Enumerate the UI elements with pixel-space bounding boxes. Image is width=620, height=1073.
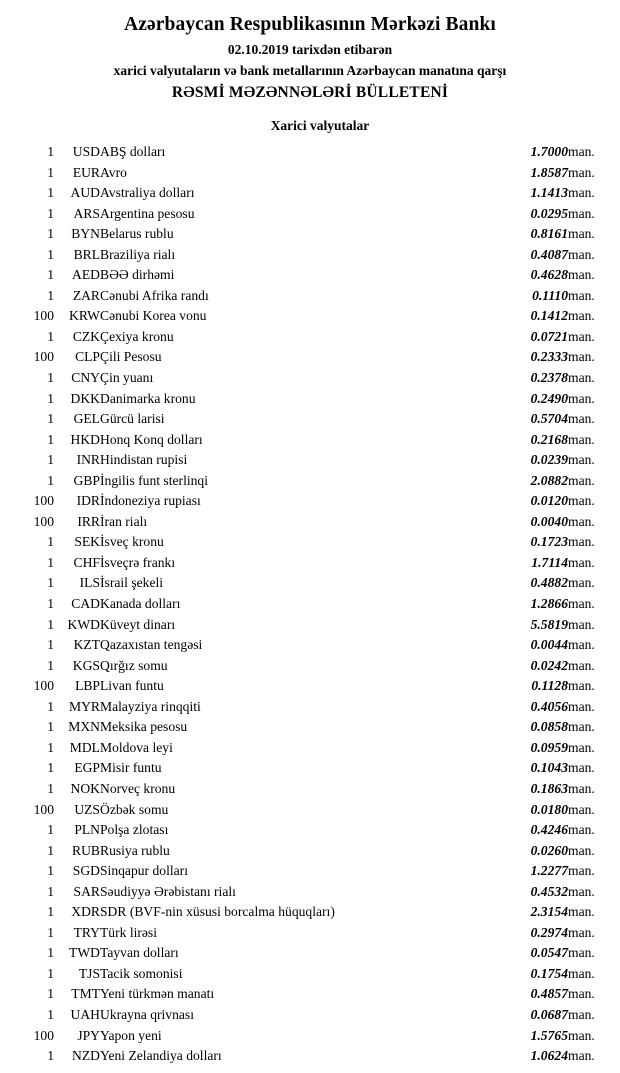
currency-unit: man. — [568, 780, 595, 796]
currency-code: USD — [72, 144, 100, 159]
currency-name: Yeni Zelandiya dolları — [100, 1048, 222, 1064]
currency-unit: man. — [568, 678, 595, 694]
currency-rate: 0.4882 — [530, 575, 568, 591]
currency-rate: 0.1412 — [530, 308, 568, 324]
table-row — [12, 800, 608, 821]
currency-name: Qırğız somu — [100, 657, 168, 673]
currency-name: Yapon yeni — [100, 1027, 162, 1043]
currency-unit: man. — [568, 596, 595, 612]
table-row — [12, 943, 608, 964]
currency-rate: 1.7114 — [531, 554, 568, 570]
currency-rate: 0.0687 — [530, 1006, 568, 1022]
currency-name: BƏƏ dirhəmi — [100, 267, 175, 283]
currency-unit: man. — [568, 616, 595, 632]
currency-quantity: 1 — [47, 637, 54, 653]
currency-name: Moldova leyi — [100, 739, 173, 755]
currency-quantity: 1 — [47, 924, 54, 940]
currency-unit: man. — [568, 452, 595, 468]
currency-rate: 0.4087 — [530, 246, 568, 262]
currency-code: CLP — [75, 349, 100, 365]
currency-quantity: 1 — [47, 205, 54, 221]
currency-code: TMT — [71, 986, 100, 1002]
currency-name: Cənubi Korea vonu — [100, 308, 207, 324]
currency-name: Tacik somonisi — [100, 965, 183, 981]
currency-name: Sinqapur dolları — [100, 863, 188, 879]
currency-code: NZD — [72, 1048, 100, 1064]
currency-code: TWD — [69, 945, 100, 961]
currency-rate: 0.0120 — [530, 493, 568, 509]
currency-name: Polşa zlotası — [100, 822, 169, 838]
currency-quantity: 1 — [47, 883, 54, 899]
currency-unit: man. — [568, 801, 595, 817]
currency-quantity: 100 — [33, 801, 54, 817]
currency-rate: 1.5765 — [530, 1027, 568, 1043]
currency-quantity: 1 — [47, 328, 54, 344]
currency-quantity: 1 — [47, 780, 54, 796]
currency-rate: 0.0721 — [530, 328, 568, 344]
currency-quantity: 1 — [47, 739, 54, 755]
currency-rate: 0.1043 — [530, 760, 568, 776]
currency-quantity: 1 — [47, 472, 54, 488]
table-row — [12, 964, 608, 985]
table-row — [12, 1046, 608, 1067]
currency-quantity: 1 — [47, 596, 54, 612]
document-header — [12, 14, 608, 102]
currency-name: ABŞ dolları — [100, 144, 166, 159]
currency-name: Özbək somu — [100, 801, 169, 817]
table-row — [12, 882, 608, 903]
currency-rate: 1.0624 — [530, 1048, 568, 1064]
currency-unit: man. — [568, 185, 595, 201]
currency-code: LBP — [75, 678, 100, 694]
currency-rate: 0.0858 — [530, 719, 568, 735]
currency-code: NOK — [70, 780, 100, 796]
currency-rate: 0.2378 — [530, 370, 568, 386]
currency-name: Yeni türkmən manatı — [100, 986, 215, 1002]
currency-rate: 0.2974 — [530, 924, 568, 940]
currency-name: Küveyt dinarı — [100, 616, 176, 632]
currency-code: MDL — [69, 739, 100, 755]
currency-quantity: 1 — [47, 370, 54, 386]
currency-code: IRR — [77, 513, 100, 529]
currency-code: CAD — [71, 596, 100, 612]
currency-code: GEL — [73, 411, 100, 427]
currency-code: ARS — [73, 205, 100, 221]
currency-name: SDR (BVF-nin xüsusi borcalma hüquqları) — [100, 904, 335, 920]
currency-name: Ukrayna qrivnası — [100, 1006, 194, 1022]
currency-rate: 0.0295 — [530, 205, 568, 221]
currency-rate: 0.0959 — [530, 739, 568, 755]
effective-date-line: 02.10.2019 tarixdən etibarən — [227, 42, 393, 57]
currency-rate: 0.1110 — [532, 287, 568, 303]
currency-unit: man. — [568, 287, 595, 303]
currency-code: CNY — [71, 370, 100, 386]
currency-name: İndoneziya rupiası — [100, 493, 201, 509]
currency-rate: 0.2333 — [530, 349, 568, 365]
currency-code: GBP — [73, 472, 100, 488]
currency-unit: man. — [568, 493, 595, 509]
currency-unit: man. — [568, 1027, 595, 1043]
currency-quantity: 1 — [47, 760, 54, 776]
currency-unit: man. — [568, 1048, 595, 1064]
table-row — [12, 841, 608, 862]
currency-unit: man. — [568, 965, 595, 981]
currency-code: KRW — [69, 308, 100, 324]
currency-unit: man. — [568, 308, 595, 324]
currency-name: Danimarka kronu — [100, 390, 196, 406]
currency-rate: 0.1723 — [530, 534, 568, 550]
currency-code: MYR — [69, 698, 100, 714]
currency-code: RUB — [72, 842, 100, 858]
currency-name: İsrail şekeli — [100, 575, 164, 591]
currency-unit: man. — [568, 575, 595, 591]
currency-quantity: 1 — [47, 411, 54, 427]
currency-code: HKD — [70, 431, 100, 447]
table-row — [12, 430, 608, 451]
currency-code: ZAR — [72, 287, 100, 303]
table-row — [12, 368, 608, 389]
table-row — [12, 347, 608, 368]
currency-name: İsveç kronu — [100, 534, 164, 550]
currency-code: TRY — [73, 924, 100, 940]
currency-quantity: 1 — [47, 226, 54, 242]
table-row — [12, 1005, 608, 1026]
currency-name: Malayziya rinqqiti — [100, 698, 201, 714]
table-row — [12, 409, 608, 430]
currency-name: İsveçrə frankı — [100, 554, 176, 570]
currency-code: INR — [76, 452, 100, 468]
currency-rate: 0.1754 — [530, 965, 568, 981]
currency-quantity: 1 — [47, 246, 54, 262]
currency-name: İngilis funt sterlinqi — [100, 472, 208, 488]
table-row — [12, 142, 608, 163]
currency-name: Meksika pesosu — [100, 719, 188, 735]
currency-quantity: 1 — [47, 267, 54, 283]
table-row — [12, 594, 608, 615]
table-row — [12, 635, 608, 656]
currency-quantity: 1 — [47, 1006, 54, 1022]
currency-rate: 0.0180 — [530, 801, 568, 817]
section-title: Xarici valyutalar — [270, 118, 370, 133]
table-row — [12, 738, 608, 759]
table-row — [12, 615, 608, 636]
currency-unit: man. — [568, 904, 595, 920]
table-row — [12, 779, 608, 800]
currency-code: BYN — [71, 226, 100, 242]
currency-rate: 0.0040 — [530, 513, 568, 529]
currency-unit: man. — [568, 883, 595, 899]
currency-rate: 0.4628 — [530, 267, 568, 283]
currency-quantity: 1 — [47, 822, 54, 838]
table-row — [12, 984, 608, 1005]
currency-unit: man. — [568, 534, 595, 550]
currency-quantity: 1 — [47, 945, 54, 961]
currency-quantity: 1 — [47, 965, 54, 981]
currency-unit: man. — [568, 945, 595, 961]
currency-rate: 0.0239 — [530, 452, 568, 468]
currency-rate: 0.1128 — [531, 678, 568, 694]
currency-unit: man. — [568, 637, 595, 653]
currency-name: Qazaxıstan tengəsi — [100, 637, 203, 653]
currency-rate: 2.0882 — [530, 472, 568, 488]
currency-quantity: 1 — [47, 863, 54, 879]
currency-name: Çin yuanı — [100, 370, 154, 386]
currency-rate: 0.0044 — [530, 637, 568, 653]
table-row — [12, 532, 608, 553]
currency-name: Kanada dolları — [100, 596, 181, 612]
currency-unit: man. — [568, 554, 595, 570]
table-row — [12, 389, 608, 410]
currency-quantity: 1 — [47, 698, 54, 714]
currency-name: Türk lirəsi — [100, 924, 158, 940]
currency-code: DKK — [70, 390, 100, 406]
currency-quantity: 1 — [47, 554, 54, 570]
currency-name: Gürcü larisi — [100, 411, 165, 427]
currency-quantity: 1 — [47, 904, 54, 920]
currency-unit: man. — [568, 924, 595, 940]
currency-rate: 0.0260 — [530, 842, 568, 858]
currency-code: XDR — [71, 904, 100, 920]
currency-rate: 0.4056 — [530, 698, 568, 714]
currency-rate: 1.2277 — [530, 863, 568, 879]
table-row — [12, 286, 608, 307]
table-row — [12, 224, 608, 245]
currency-quantity: 100 — [33, 493, 54, 509]
currency-quantity: 100 — [33, 308, 54, 324]
currency-rate: 2.3154 — [530, 904, 568, 920]
currency-name: İran rialı — [100, 513, 148, 529]
currency-rate: 0.1863 — [530, 780, 568, 796]
currency-name: Argentina pesosu — [100, 205, 195, 221]
currency-unit: man. — [568, 822, 595, 838]
currency-unit: man. — [568, 205, 595, 221]
currency-quantity: 100 — [33, 513, 54, 529]
currency-name: Avstraliya dolları — [100, 185, 195, 201]
bank-name: Azərbaycan Respublikasının Mərkəzi Bankı — [124, 14, 496, 35]
currency-quantity: 1 — [47, 390, 54, 406]
currency-code: AED — [72, 267, 100, 283]
currency-code: ILS — [79, 575, 100, 591]
currency-quantity: 1 — [47, 986, 54, 1002]
table-row — [12, 491, 608, 512]
currency-code: PLN — [74, 822, 100, 838]
currency-unit: man. — [568, 472, 595, 488]
currency-name: Cənubi Afrika randı — [100, 287, 209, 303]
currency-rate: 1.8587 — [530, 164, 568, 180]
table-row — [12, 471, 608, 492]
currency-code: IDR — [76, 493, 100, 509]
currency-name: Çexiya kronu — [100, 328, 174, 344]
currency-unit: man. — [568, 657, 595, 673]
currency-code: SEK — [74, 534, 100, 550]
currency-unit: man. — [568, 226, 595, 242]
currency-name: Səudiyyə Ərəbistanı rialı — [100, 883, 236, 899]
currency-name: Misir funtu — [100, 760, 162, 776]
currency-unit: man. — [568, 144, 595, 159]
currency-quantity: 1 — [47, 287, 54, 303]
currency-code: EGP — [74, 760, 100, 776]
currency-name: Hindistan rupisi — [100, 452, 188, 468]
currency-unit: man. — [568, 842, 595, 858]
currency-quantity: 100 — [33, 1027, 54, 1043]
currency-unit: man. — [568, 349, 595, 365]
currency-code: TJS — [78, 965, 100, 981]
currency-rate: 1.2866 — [530, 596, 568, 612]
currency-code: SAR — [73, 883, 100, 899]
currency-unit: man. — [568, 760, 595, 776]
currency-rate: 1.7000 — [530, 144, 568, 159]
table-row — [12, 245, 608, 266]
table-row — [12, 553, 608, 574]
currency-name: Çili Pesosu — [100, 349, 162, 365]
currency-code: KGS — [72, 657, 100, 673]
currency-rate: 0.5704 — [530, 411, 568, 427]
table-row — [12, 573, 608, 594]
exchange-rates-body — [12, 142, 608, 1067]
table-row — [12, 450, 608, 471]
currency-rate: 0.4857 — [530, 986, 568, 1002]
currency-unit: man. — [568, 164, 595, 180]
currency-quantity: 1 — [47, 164, 54, 180]
currency-quantity: 100 — [33, 678, 54, 694]
currency-code: JPY — [77, 1027, 100, 1043]
currency-name: Braziliya rialı — [100, 246, 176, 262]
currency-rate: 0.0547 — [530, 945, 568, 961]
currency-quantity: 1 — [47, 144, 54, 159]
table-row — [12, 676, 608, 697]
document-title: RƏSMİ MƏZƏNNƏLƏRİ BÜLLETENİ — [171, 84, 449, 101]
table-row — [12, 697, 608, 718]
currency-code: KZT — [73, 637, 100, 653]
table-row — [12, 717, 608, 738]
currency-quantity: 1 — [47, 719, 54, 735]
table-row — [12, 1026, 608, 1047]
currency-code: CZK — [72, 328, 100, 344]
currency-name: Honq Konq dolları — [100, 431, 203, 447]
currency-code: EUR — [72, 164, 100, 180]
currency-unit: man. — [568, 390, 595, 406]
currency-quantity: 1 — [47, 452, 54, 468]
currency-code: UAH — [70, 1006, 100, 1022]
table-row — [12, 265, 608, 286]
currency-quantity: 1 — [47, 616, 54, 632]
table-row — [12, 183, 608, 204]
currency-unit: man. — [568, 719, 595, 735]
document-subtitle: xarici valyutaların və bank metallarının Azərbaycan manatına qarşı — [113, 63, 507, 78]
currency-name: Tayvan dolları — [100, 945, 179, 961]
table-row — [12, 656, 608, 677]
exchange-rates-table — [12, 142, 608, 1067]
currency-code: KWD — [67, 616, 100, 632]
currency-code: MXN — [68, 719, 100, 735]
currency-quantity: 1 — [47, 657, 54, 673]
currency-quantity: 1 — [47, 1048, 54, 1064]
currency-quantity: 1 — [47, 842, 54, 858]
table-row — [12, 512, 608, 533]
table-row — [12, 861, 608, 882]
currency-rate: 5.5819 — [530, 616, 568, 632]
currency-name: Norveç kronu — [100, 780, 176, 796]
currency-code: UZS — [74, 801, 100, 817]
currency-rate: 0.2168 — [530, 431, 568, 447]
currency-unit: man. — [568, 863, 595, 879]
table-row — [12, 820, 608, 841]
currency-quantity: 1 — [47, 575, 54, 591]
table-row — [12, 204, 608, 225]
currency-rate: 0.2490 — [530, 390, 568, 406]
table-row — [12, 163, 608, 184]
currency-rate: 1.1413 — [530, 185, 568, 201]
currency-unit: man. — [568, 411, 595, 427]
currency-code: AUD — [70, 185, 100, 201]
table-row — [12, 902, 608, 923]
currency-unit: man. — [568, 513, 595, 529]
table-row — [12, 923, 608, 944]
currency-quantity: 1 — [47, 185, 54, 201]
currency-rate: 0.4246 — [530, 822, 568, 838]
currency-quantity: 1 — [47, 534, 54, 550]
table-row — [12, 306, 608, 327]
currency-name: Belarus rublu — [100, 226, 174, 242]
currency-name: Rusiya rublu — [100, 842, 170, 858]
table-row — [12, 758, 608, 779]
currency-name: Livan funtu — [100, 678, 164, 694]
currency-rate: 0.0242 — [530, 657, 568, 673]
currency-unit: man. — [568, 267, 595, 283]
currency-rate: 0.4532 — [530, 883, 568, 899]
currency-unit: man. — [568, 246, 595, 262]
currency-rate: 0.8161 — [530, 226, 568, 242]
currency-code: SGD — [72, 863, 100, 879]
currency-unit: man. — [568, 986, 595, 1002]
currency-code: CHF — [73, 554, 100, 570]
currency-code: BRL — [73, 246, 100, 262]
currency-unit: man. — [568, 1006, 595, 1022]
currency-unit: man. — [568, 698, 595, 714]
currency-unit: man. — [568, 328, 595, 344]
table-row — [12, 327, 608, 348]
currency-quantity: 100 — [33, 349, 54, 365]
currency-unit: man. — [568, 431, 595, 447]
currency-name: Avro — [100, 164, 127, 180]
currency-unit: man. — [568, 370, 595, 386]
currency-unit: man. — [568, 739, 595, 755]
currency-quantity: 1 — [47, 431, 54, 447]
